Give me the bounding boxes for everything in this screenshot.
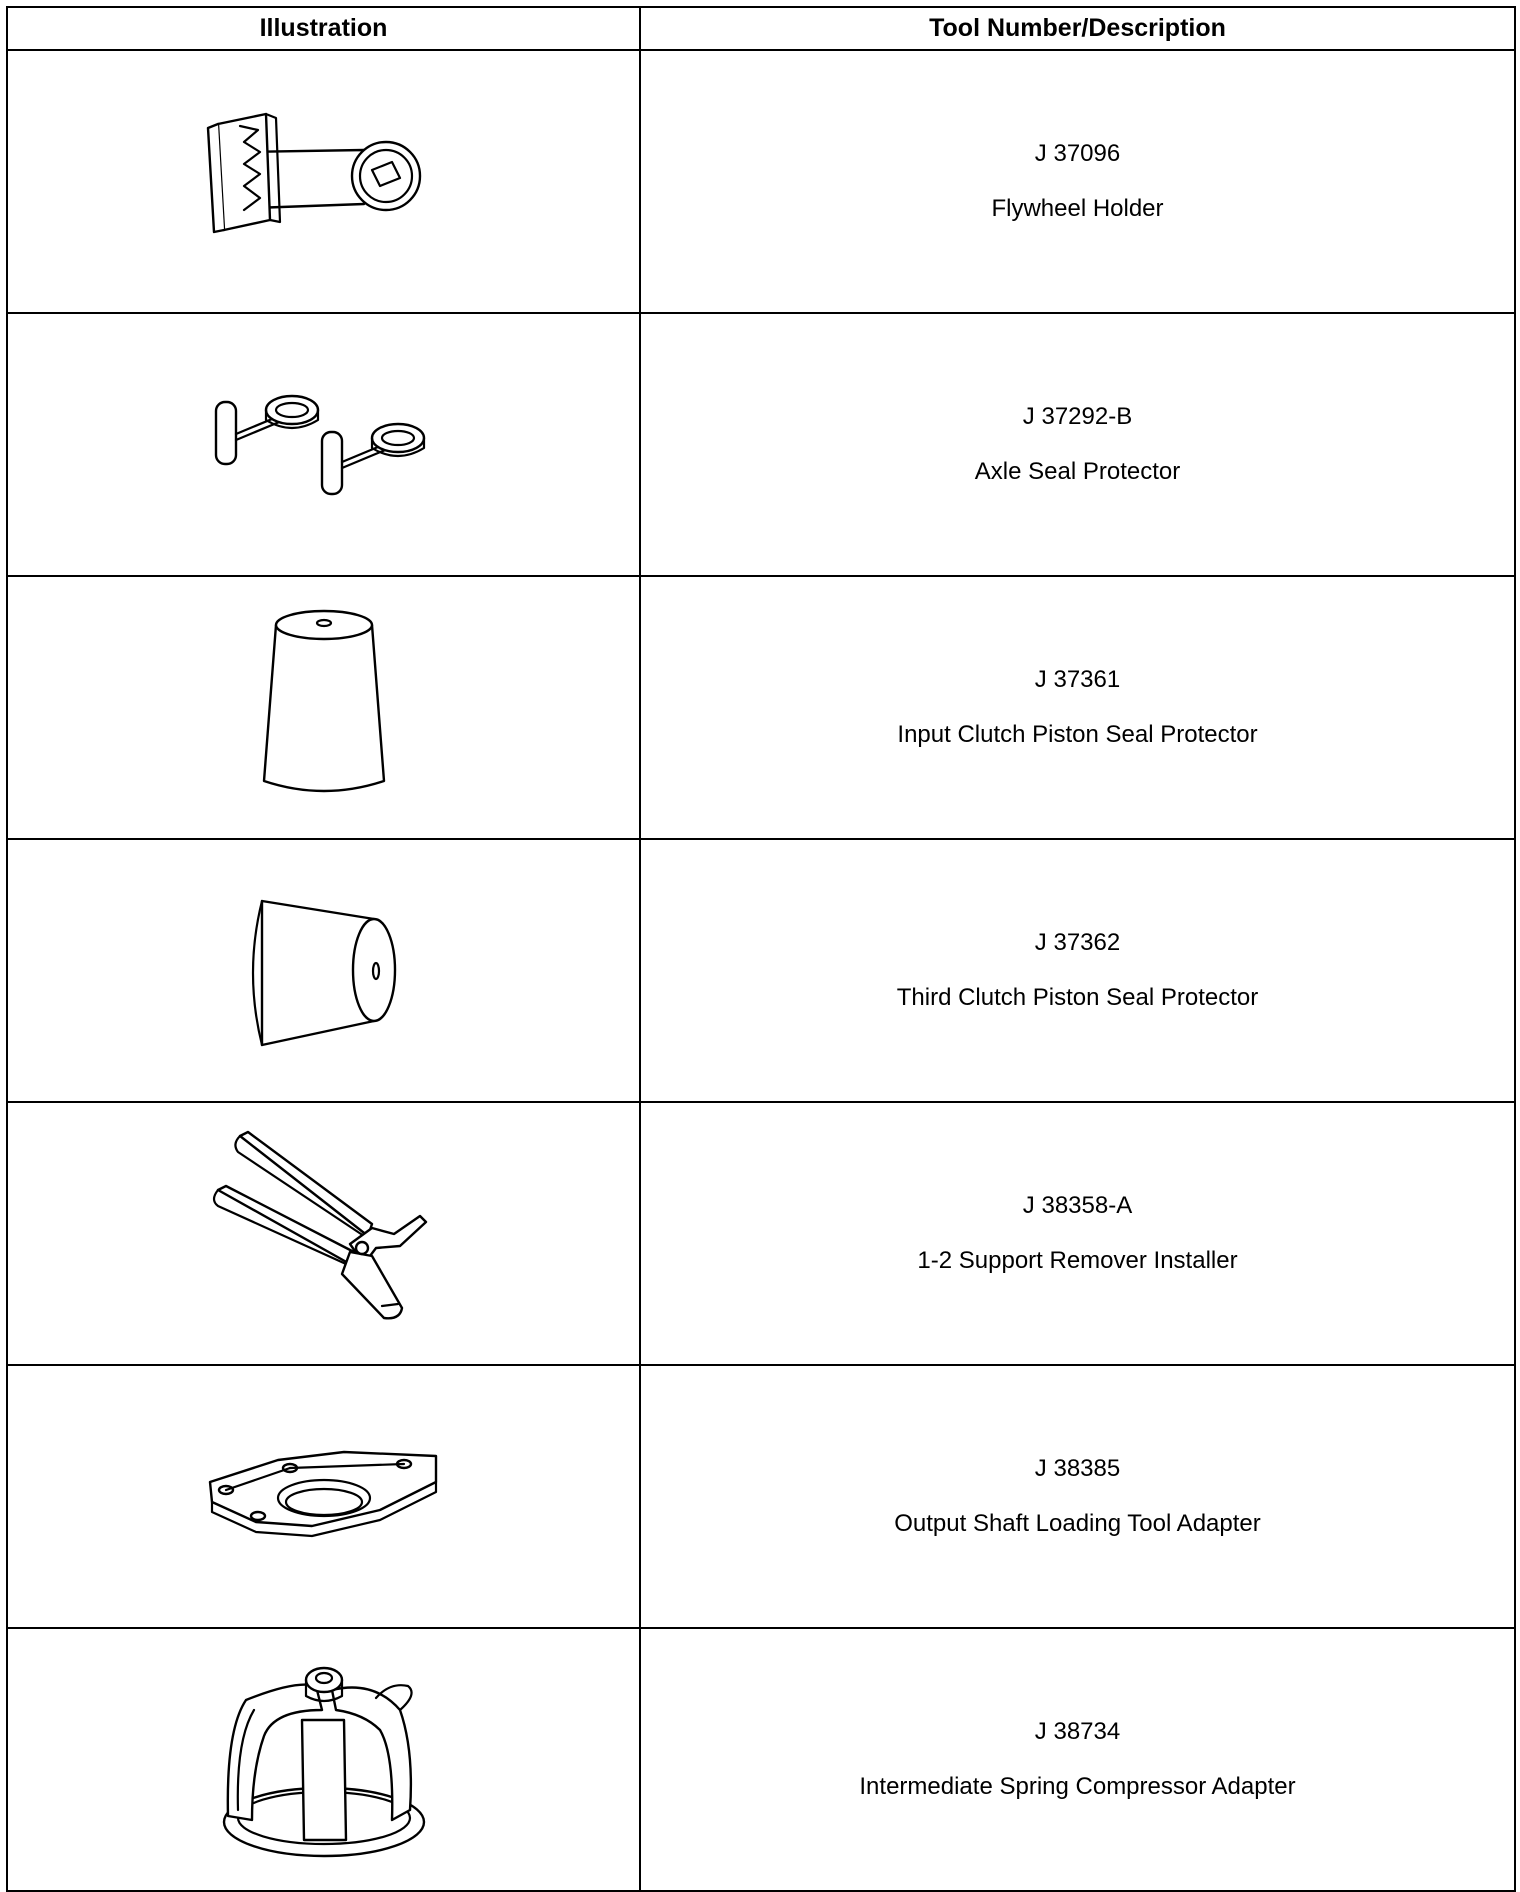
tool-cell [640, 839, 1515, 1102]
table-row [7, 1365, 1515, 1628]
tool-description: Output Shaft Loading Tool Adapter [894, 1510, 1261, 1537]
tool-number: J 37292-B [1022, 403, 1133, 430]
table-row [7, 313, 1515, 576]
spring-compressor-adapter-icon [204, 1650, 444, 1870]
illustration-cell [7, 1365, 640, 1628]
tool-number: J 38385 [1034, 1455, 1121, 1482]
support-remover-installer-icon [204, 1124, 444, 1344]
illustration-cell [7, 1628, 640, 1891]
table-row [7, 1102, 1515, 1365]
tool-number: J 38358-A [1022, 1192, 1133, 1219]
third-clutch-seal-protector-icon [224, 881, 424, 1061]
illustration-column-header: Illustration [7, 7, 640, 50]
tool-description: 1-2 Support Remover Installer [917, 1247, 1238, 1274]
illustration-cell [7, 1102, 640, 1365]
tool-cell [640, 1628, 1515, 1891]
table-row [7, 576, 1515, 839]
illustration-cell [7, 839, 640, 1102]
tool-number: J 37362 [1034, 929, 1121, 956]
tool-description: Flywheel Holder [991, 195, 1164, 222]
flywheel-holder-icon [204, 112, 444, 252]
tool-cell [640, 1102, 1515, 1365]
illustration-cell [7, 576, 640, 839]
tool-description: Intermediate Spring Compressor Adapter [859, 1773, 1296, 1800]
tool-cell [640, 50, 1515, 313]
table-row [7, 839, 1515, 1102]
tool-description: Third Clutch Piston Seal Protector [896, 984, 1259, 1011]
table-row [7, 1628, 1515, 1891]
table-row [7, 50, 1515, 313]
illustration-cell [7, 313, 640, 576]
tool-number: J 37361 [1034, 666, 1121, 693]
input-clutch-seal-protector-icon [224, 603, 424, 813]
tool-column-header: Tool Number/Description [640, 7, 1515, 50]
tool-description: Axle Seal Protector [974, 458, 1181, 485]
axle-seal-protector-icon [204, 380, 444, 510]
tool-description: Input Clutch Piston Seal Protector [897, 721, 1258, 748]
header-row [7, 7, 1515, 50]
tool-cell [640, 1365, 1515, 1628]
tool-cell [640, 313, 1515, 576]
illustration-cell [7, 50, 640, 313]
special-tools-table [6, 6, 1516, 1892]
tool-number: J 37096 [1034, 140, 1121, 167]
tool-cell [640, 576, 1515, 839]
tool-number: J 38734 [1034, 1718, 1121, 1745]
output-shaft-adapter-icon [204, 1442, 444, 1552]
